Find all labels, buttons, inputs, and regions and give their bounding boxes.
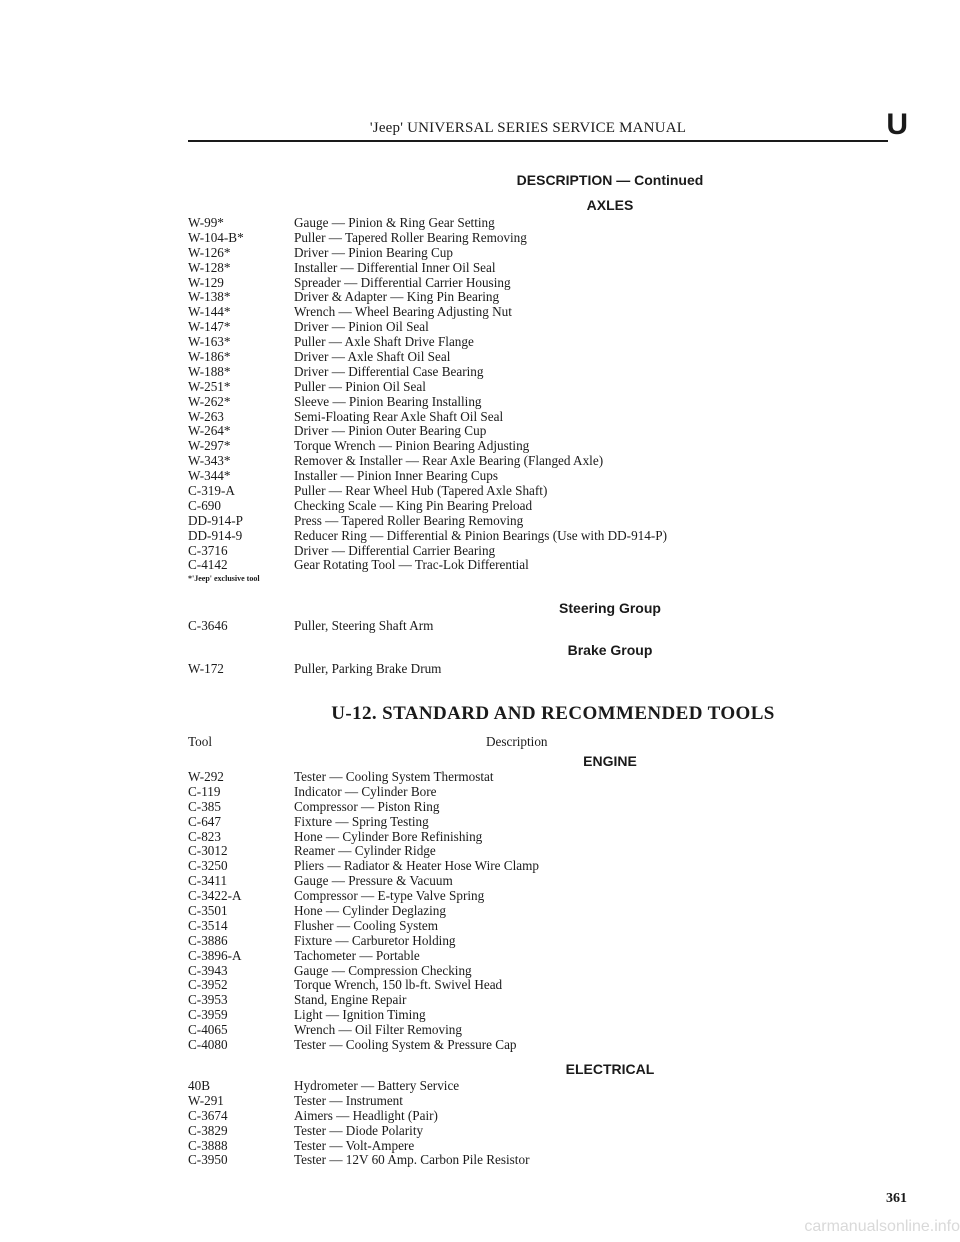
tool-description: Press — Tapered Roller Bearing Removing [294,512,524,528]
tool-description: Remover & Installer — Rear Axle Bearing (Flanged Axle) [294,453,604,469]
tool-description: Torque Wrench, 150 lb-ft. Swivel Head [294,977,503,993]
tool-description: Hone — Cylinder Deglazing [294,903,446,919]
tool-description: Compressor — E-type Valve Spring [294,888,485,904]
engine-title: ENGINE [583,753,637,769]
tool-code: W-263 [188,408,224,424]
tool-row [188,993,539,1008]
tool-code: W-343* [188,453,231,469]
tool-description: Installer — Pinion Inner Bearing Cups [294,468,499,484]
manual-title: 'Jeep' UNIVERSAL SERIES SERVICE MANUAL [369,120,687,136]
steering-tool-row [188,618,433,634]
tool-description: Stand, Engine Repair [294,992,407,1008]
tool-description: Aimers — Headlight (Pair) [294,1107,438,1123]
tool-code: W-292 [188,769,224,784]
tool-description: Reducer Ring — Differential & Pinion Bearings (Use with DD-914-P) [294,527,667,543]
tool-row [188,305,667,320]
tool-description: Driver — Differential Carrier Bearing [294,542,496,558]
tool-description: Puller — Tapered Roller Bearing Removing [294,229,527,245]
tool-row [188,365,667,380]
tool-row [188,380,667,395]
axles-tool-list [188,216,667,573]
tool-code: W-144* [188,304,231,320]
tool-code: W-186* [188,349,231,365]
tool-row [188,1124,529,1139]
tool-row [188,1139,529,1154]
tool-code: C-385 [188,798,221,814]
tool-row [188,320,667,335]
tool-description: Puller, Steering Shaft Arm [294,618,434,633]
tool-row [188,1153,529,1168]
tool-code: W-147* [188,319,231,335]
exclusive-tool-footnote: *'Jeep' exclusive tool [188,574,260,583]
tool-row [188,395,667,410]
tool-code: C-3012 [188,843,228,859]
tool-code: C-119 [188,783,221,799]
tool-description: Gauge — Compression Checking [294,962,472,978]
tool-description: Tachometer — Portable [294,947,420,963]
tool-row [188,410,667,425]
site-watermark: carmanualsonline.info [804,1218,960,1235]
tool-description: Compressor — Piston Ring [294,798,440,814]
tool-row [188,1109,529,1124]
tool-description: Tester — Diode Polarity [294,1122,424,1138]
steering-group-title: Steering Group [559,600,661,616]
description-column-header: Description [486,734,548,749]
tool-row [188,934,539,949]
electrical-title: ELECTRICAL [565,1061,655,1077]
tool-code: C-3501 [188,903,228,919]
tool-description: Installer — Differential Inner Oil Seal [294,259,496,275]
tool-code: C-647 [188,813,221,829]
tool-row [188,1094,529,1109]
tool-code: W-172 [188,661,224,676]
tool-code: DD-914-P [188,512,243,528]
tool-code: W-262* [188,393,231,409]
tool-code: W-163* [188,334,231,350]
brake-tool-row [188,661,441,677]
tool-description: Driver — Pinion Oil Seal [294,319,429,335]
tool-description: Fixture — Carburetor Holding [294,932,456,948]
tool-description: Light — Ignition Timing [294,1007,426,1023]
tool-description: Tester — Cooling System & Pressure Cap [294,1037,517,1053]
tool-row [188,785,539,800]
tool-code: W-344* [188,468,231,484]
tool-description: Indicator — Cylinder Bore [294,783,437,799]
tool-row [188,499,667,514]
tool-row [188,919,539,934]
tool-row [188,529,667,544]
tool-row [188,544,667,559]
tool-code: W-251* [188,378,231,394]
tool-code: C-3886 [188,932,228,948]
tool-code: W-126* [188,244,231,260]
tool-row [188,770,539,785]
tool-row [188,514,667,529]
engine-tool-list [188,770,539,1053]
tool-description: Driver & Adapter — King Pin Bearing [294,289,500,305]
tool-row [188,1038,539,1053]
tool-description: Puller — Rear Wheel Hub (Tapered Axle Shaft) [294,483,548,499]
tool-row [188,246,667,261]
tool-row [188,800,539,815]
tool-row [188,216,667,231]
tool-description: Torque Wrench — Pinion Bearing Adjusting [294,438,530,454]
tool-description: Puller — Pinion Oil Seal [294,378,426,394]
tool-description: Puller — Axle Shaft Drive Flange [294,334,474,350]
tool-description: Wrench — Wheel Bearing Adjusting Nut [294,304,512,320]
description-title: DESCRIPTION — Continued [516,172,704,188]
tool-code: W-128* [188,259,231,275]
tool-description: Checking Scale — King Pin Bearing Preload [294,497,533,513]
tool-row [188,1079,529,1094]
tool-row [188,949,539,964]
tool-row [188,484,667,499]
tool-description: Gauge — Pressure & Vacuum [294,873,453,889]
section-badge: U [886,108,908,141]
tool-code: C-4065 [188,1022,228,1038]
tool-description: Driver — Differential Case Bearing [294,363,484,379]
tool-code: C-3829 [188,1122,228,1138]
tool-description: Spreader — Differential Carrier Housing [294,274,511,290]
tool-code: C-823 [188,828,221,844]
tool-description: Driver — Pinion Bearing Cup [294,244,453,260]
tool-row [188,469,667,484]
tool-code: C-319-A [188,483,235,499]
tool-description: Sleeve — Pinion Bearing Installing [294,393,482,409]
tool-code: C-3952 [188,977,228,993]
tool-row [188,844,539,859]
tool-code: W-297* [188,438,231,454]
tool-row [188,1023,539,1038]
tool-description: Fixture — Spring Testing [294,813,429,829]
tool-description: Gear Rotating Tool — Trac-Lok Differential [294,557,529,573]
page-number: 361 [886,1191,907,1206]
tool-code: C-3950 [188,1152,228,1168]
tool-column-header: Tool [188,734,212,749]
tool-description: Pliers — Radiator & Heater Hose Wire Clamp [294,858,539,874]
tool-code: W-291 [188,1092,224,1108]
tool-code: W-188* [188,363,231,379]
page-header [188,110,908,142]
tool-row [188,904,539,919]
tool-code: DD-914-9 [188,527,243,543]
tool-code: C-4142 [188,557,228,573]
tool-code: C-3953 [188,992,228,1008]
tool-row [188,830,539,845]
tool-code: W-99* [188,215,224,230]
tool-code: C-4080 [188,1037,228,1053]
tool-description: Semi-Floating Rear Axle Shaft Oil Seal [294,408,504,424]
tool-row [188,964,539,979]
tool-row [188,978,539,993]
axles-title: AXLES [586,197,634,213]
tool-description: Tester — Cooling System Thermostat [294,769,494,784]
tool-code: C-3716 [188,542,228,558]
tool-description: Flusher — Cooling System [294,917,438,933]
tools-section-title: U-12. STANDARD AND RECOMMENDED TOOLS [331,703,775,724]
tool-code: C-3896-A [188,947,242,963]
electrical-tool-list [188,1079,529,1168]
tool-row [188,290,667,305]
tool-code: C-3411 [188,873,228,889]
tool-code: C-3674 [188,1107,228,1123]
tool-code: W-129 [188,274,224,290]
tool-row [188,859,539,874]
tool-description: Tester — 12V 60 Amp. Carbon Pile Resistor [294,1152,530,1168]
tool-row [188,889,539,904]
tool-description: Wrench — Oil Filter Removing [294,1022,462,1038]
header-rule [188,140,888,142]
tool-description: Driver — Pinion Outer Bearing Cup [294,423,487,439]
tool-row [188,231,667,246]
brake-group-title: Brake Group [567,642,653,658]
tool-description: Hydrometer — Battery Service [294,1078,460,1093]
tool-row [188,350,667,365]
tool-row [188,439,667,454]
tool-description: Tester — Instrument [294,1092,403,1108]
tool-code: C-3959 [188,1007,228,1023]
tool-description: Reamer — Cylinder Ridge [294,843,436,859]
tool-code: C-3943 [188,962,228,978]
tool-code: C-3250 [188,858,228,874]
tool-row [188,454,667,469]
tool-description: Tester — Volt-Ampere [294,1137,415,1153]
tool-description: Puller, Parking Brake Drum [294,661,442,676]
tool-code: C-3514 [188,917,228,933]
tool-row [188,1008,539,1023]
tool-code: C-3888 [188,1137,228,1153]
tool-row [188,335,667,350]
tool-description: Hone — Cylinder Bore Refinishing [294,828,483,844]
tool-row [188,558,667,573]
tool-code: W-138* [188,289,231,305]
tool-description: Driver — Axle Shaft Oil Seal [294,349,451,365]
tool-row [188,276,667,291]
tool-code: C-3646 [188,618,228,633]
tool-row [188,874,539,889]
tool-row [188,424,667,439]
tool-code: 40B [188,1078,210,1093]
tool-row [188,261,667,276]
tool-code: C-3422-A [188,888,242,904]
tool-code: W-104-B* [188,229,244,245]
tool-code: W-264* [188,423,231,439]
tool-row [188,815,539,830]
tool-code: C-690 [188,497,221,513]
tool-description: Gauge — Pinion & Ring Gear Setting [294,215,495,230]
